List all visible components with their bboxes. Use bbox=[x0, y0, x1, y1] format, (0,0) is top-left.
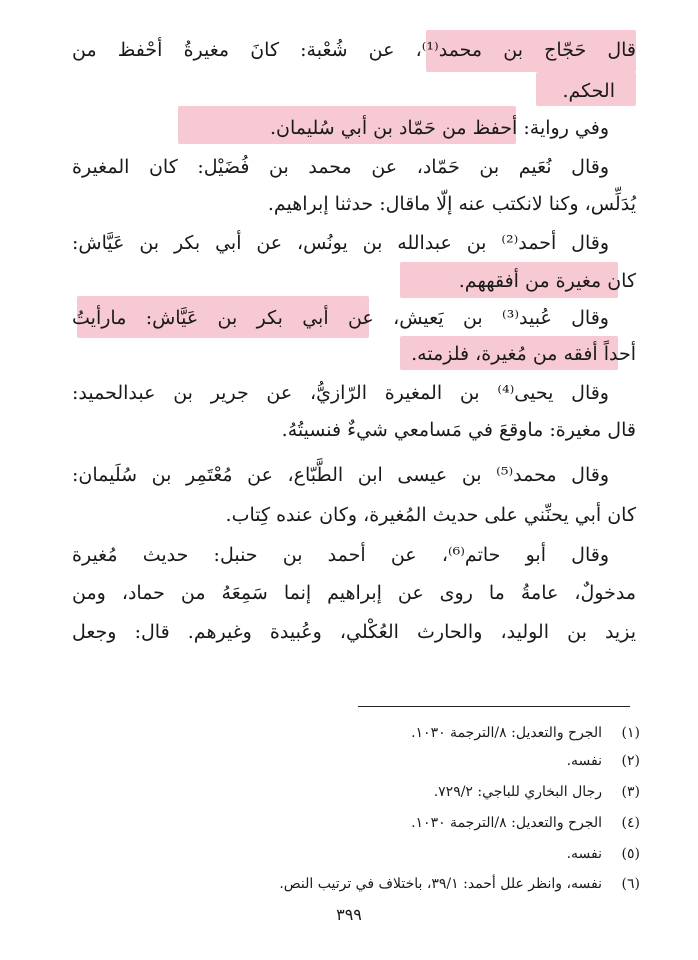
footnote-divider bbox=[358, 706, 630, 707]
footnote-text: نفسه. bbox=[566, 753, 602, 769]
footnote-number: (١) bbox=[621, 725, 640, 741]
footnote-number: (٤) bbox=[621, 815, 640, 831]
footnote-number: (٥) bbox=[621, 846, 640, 862]
body-line: قال مغيرة: ماوقعَ في مَسامعي شيءٌ فنسيتُهُ. bbox=[281, 419, 636, 441]
footnote-number: (٣) bbox=[621, 784, 640, 800]
body-line: وقال أبو حاتم⁽⁶⁾، عن أحمد بن حنبل: حديث مُغيرة bbox=[72, 544, 610, 566]
footnote bbox=[120, 750, 640, 772]
footnote bbox=[120, 722, 640, 744]
body-line: وقال أحمد⁽²⁾ بن عبدالله بن يونُس، عن أبي بكر بن عَيَّاش: bbox=[72, 232, 609, 254]
body-line: يُدَلِّس، وكنا لانكتب عنه إلّا ماقال: حدثنا إبراهيم. bbox=[267, 193, 636, 215]
footnote-text: رجال البخاري للباجي: ٧٢٩/٢. bbox=[433, 784, 602, 800]
body-line: يزيد بن الوليد، والحارث العُكْلي، وعُبيدة وغيرهم. قال: وجعل bbox=[72, 621, 636, 643]
page-number: ٣٩٩ bbox=[336, 905, 362, 924]
footnote-number: (٢) bbox=[621, 753, 640, 769]
footnote bbox=[120, 781, 640, 803]
body-line: وقال يحيى⁽⁴⁾ بن المغيرة الرّازيُّ، عن جرير بن عبدالحميد: bbox=[72, 382, 609, 404]
footnote-text: نفسه، وانظر علل أحمد: ٣٩/١، باختلاف في ترتيب النص. bbox=[279, 876, 602, 892]
footnote-number: (٦) bbox=[621, 876, 640, 892]
body-line: وقال نُعَيم بن حَمّاد، عن محمد بن فُضَيْل: كان المغيرة bbox=[72, 156, 609, 178]
body-line: وقال عُبيد⁽³⁾ بن يَعيش، عن أبي بكر بن عَيَّاش: مارأيتُ bbox=[72, 307, 609, 329]
body-line: أحداً أفقه من مُغيرة، فلزمته. bbox=[411, 343, 636, 365]
footnote-text: نفسه. bbox=[566, 846, 602, 862]
body-line: قال حَجّاج بن محمد⁽¹⁾، عن شُعْبة: كانَ مغيرةُ أحْفظ من bbox=[72, 39, 636, 61]
footnote bbox=[120, 812, 640, 834]
footnote bbox=[120, 873, 640, 895]
body-line: وفي رواية: أحفظ من حَمّاد بن أبي سُليمان. bbox=[269, 117, 609, 139]
body-line: مدخولٌ، عامةُ ما روى عن إبراهيم إنما سَمِعَهُ من حماد، ومن bbox=[72, 582, 636, 604]
footnote-text: الجرح والتعديل: ٨/الترجمة ١٠٣٠. bbox=[411, 815, 602, 831]
body-line: وقال محمد⁽⁵⁾ بن عيسى ابن الطَّبّاع، عن مُعْتَمِر بن سُلَيمان: bbox=[72, 464, 609, 486]
body-line: الحكم. bbox=[562, 80, 615, 102]
body-line: كان أبي يحنِّني على حديث المُغيرة، وكان عنده كِتاب. bbox=[225, 504, 636, 526]
footnote bbox=[120, 843, 640, 865]
footnote-text: الجرح والتعديل: ٨/الترجمة ١٠٣٠. bbox=[411, 725, 602, 741]
body-line: كان مغيرة من أفقههم. bbox=[458, 270, 636, 292]
